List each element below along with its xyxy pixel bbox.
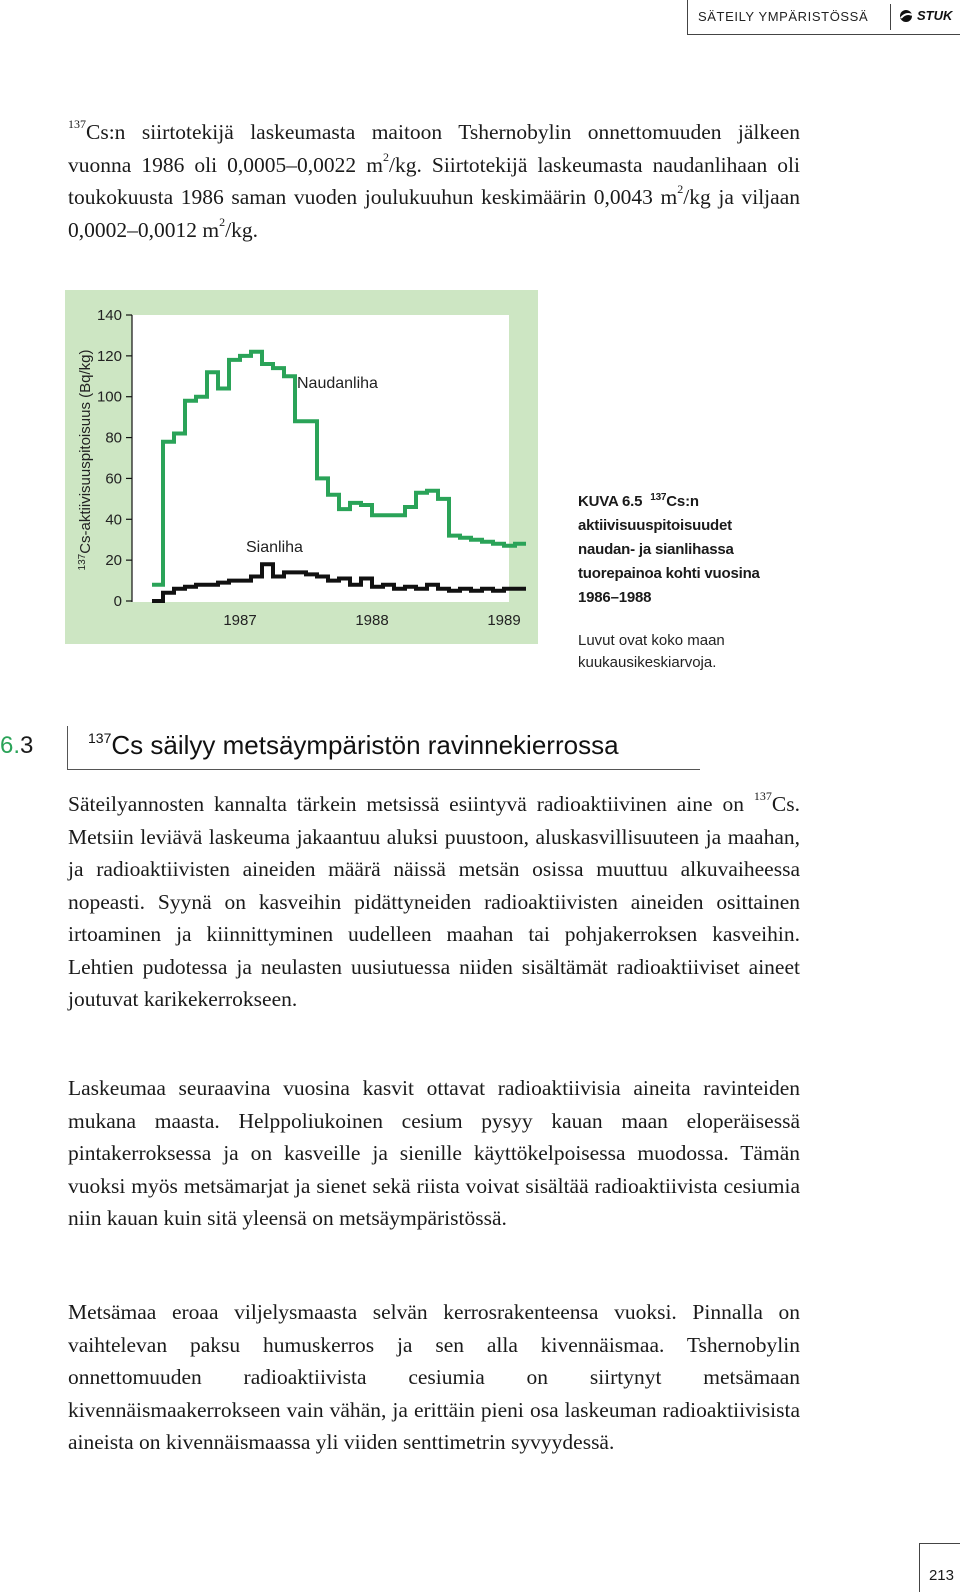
body-paragraph-2: Laskeumaa seuraavina vuosina kasvit ottavat radioaktiivisia aineita ravinteiden mukana maasta. Helppoliukoinen cesium pysyy kauan maan eloperäisessä pintakerroksessa ja on kasveille ja sienille käyttökelpoisessa muodossa. Tämän vuoksi myös metsämarjat ja sienet sekä riista voivat sisältää radioaktiivista cesiumia niin kauan kuin sitä yleensä on metsäympäristössä. bbox=[68, 1076, 800, 1230]
running-header-title: SÄTEILY YMPÄRISTÖSSÄ bbox=[698, 9, 869, 24]
y-tick-label: 0 bbox=[113, 593, 122, 610]
y-tick-label: 140 bbox=[96, 307, 122, 324]
y-axis-label: $^{137}$Cs-aktiivisuuspitoisuus (Bq/kg) bbox=[77, 349, 94, 571]
page-number: 213 bbox=[928, 1567, 954, 1584]
intro-paragraph: $^{137}$Cs:n siirtotekijä laskeumasta maitoon Tshernobylin onnettomuuden jälkeen vuonna 1986 oli 0,0005–0,0022 $m^2/kg$. Siirtotekijä laskeumasta naudanlihaan oli toukokuusta 1986 saman vuoden joulukuuhun keskimäärin 0,0043 $m^2/kg$ ja viljaan 0,0002–0,0012 $m^2/kg$. bbox=[68, 117, 800, 242]
page-number-box bbox=[919, 1543, 960, 1592]
cesium-chart bbox=[65, 290, 538, 644]
header-divider bbox=[890, 4, 891, 30]
stuk-logo-icon bbox=[898, 9, 914, 23]
stuk-logo bbox=[898, 8, 952, 23]
x-tick-label: 1987 bbox=[223, 612, 257, 629]
x-tick-label: 1989 bbox=[487, 612, 521, 629]
y-tick-label: 120 bbox=[96, 347, 122, 365]
caption-note: Luvut ovat koko maan kuukausikeskiarvoja. bbox=[578, 632, 725, 671]
section-divider bbox=[67, 726, 68, 770]
y-tick-label: 80 bbox=[105, 429, 122, 447]
section-title: $^{137}$Cs säilyy metsäympäristön ravinnekierrossa bbox=[88, 730, 619, 760]
series-label-sianliha: Sianliha bbox=[246, 539, 303, 556]
y-tick-label: 100 bbox=[96, 388, 122, 406]
series-label-naudanliha: Naudanliha bbox=[297, 375, 378, 392]
caption-title: KUVA 6.5 $^{137}$Cs:n aktiivisuuspitoisuudet naudan- ja sianlihassa tuorepainoa kohti vuosina 1986–1988 bbox=[578, 492, 760, 606]
y-tick-label: 60 bbox=[105, 470, 122, 488]
figure-chart-panel bbox=[65, 290, 538, 644]
body-paragraph-3: Metsämaa eroaa viljelysmaasta selvän kerrosrakenteensa vuoksi. Pinnalla on vaihtelevan paksu humuskerros ja sen alla kivennäismaa. Tshernobylin onnettomuuden radioaktiivista cesiumia on siirtynyt metsämaan kivennäismaakerrokseen vain vähän, ja erittäin pieni osa laskeuman radioaktiivisista aineista on kivennäismaassa yli viiden senttimetrin syvyydessä. bbox=[68, 1300, 800, 1454]
plot-area bbox=[132, 315, 509, 602]
body-paragraph-1: Säteilyannosten kannalta tärkein metsissä esiintyvä radioaktiivinen aine on $^{137}$Cs. Metsiin leviävä laskeuma jakaantuu aluksi puustoon, aluskasvillisuuteen ja maahan, ja radioaktiivisten aineiden määrä näissä metsän osissa muuttuu alkuvaiheessa nopeasti. Syynä on kasveihin pidättyneiden radioaktiivisten aineiden osittainen irtoaminen ja kiinnittyminen uudelleen maahan tai pohjakerroksen kasveihin. Lehtien pudotessa ja neulasten uusiutuessa niiden sisältämät radioaktiiviset aineet joutuvat karikekerrokseen. bbox=[68, 789, 800, 1011]
running-header bbox=[687, 0, 960, 35]
section-number: 6.3 bbox=[0, 732, 34, 759]
y-tick-label: 40 bbox=[105, 511, 122, 529]
y-tick-label: 20 bbox=[105, 552, 122, 570]
section-heading bbox=[0, 726, 700, 770]
section-underline bbox=[67, 769, 700, 770]
stuk-logo-text: STUK bbox=[917, 8, 953, 23]
figure-caption bbox=[578, 486, 778, 674]
x-tick-label: 1988 bbox=[355, 612, 389, 629]
